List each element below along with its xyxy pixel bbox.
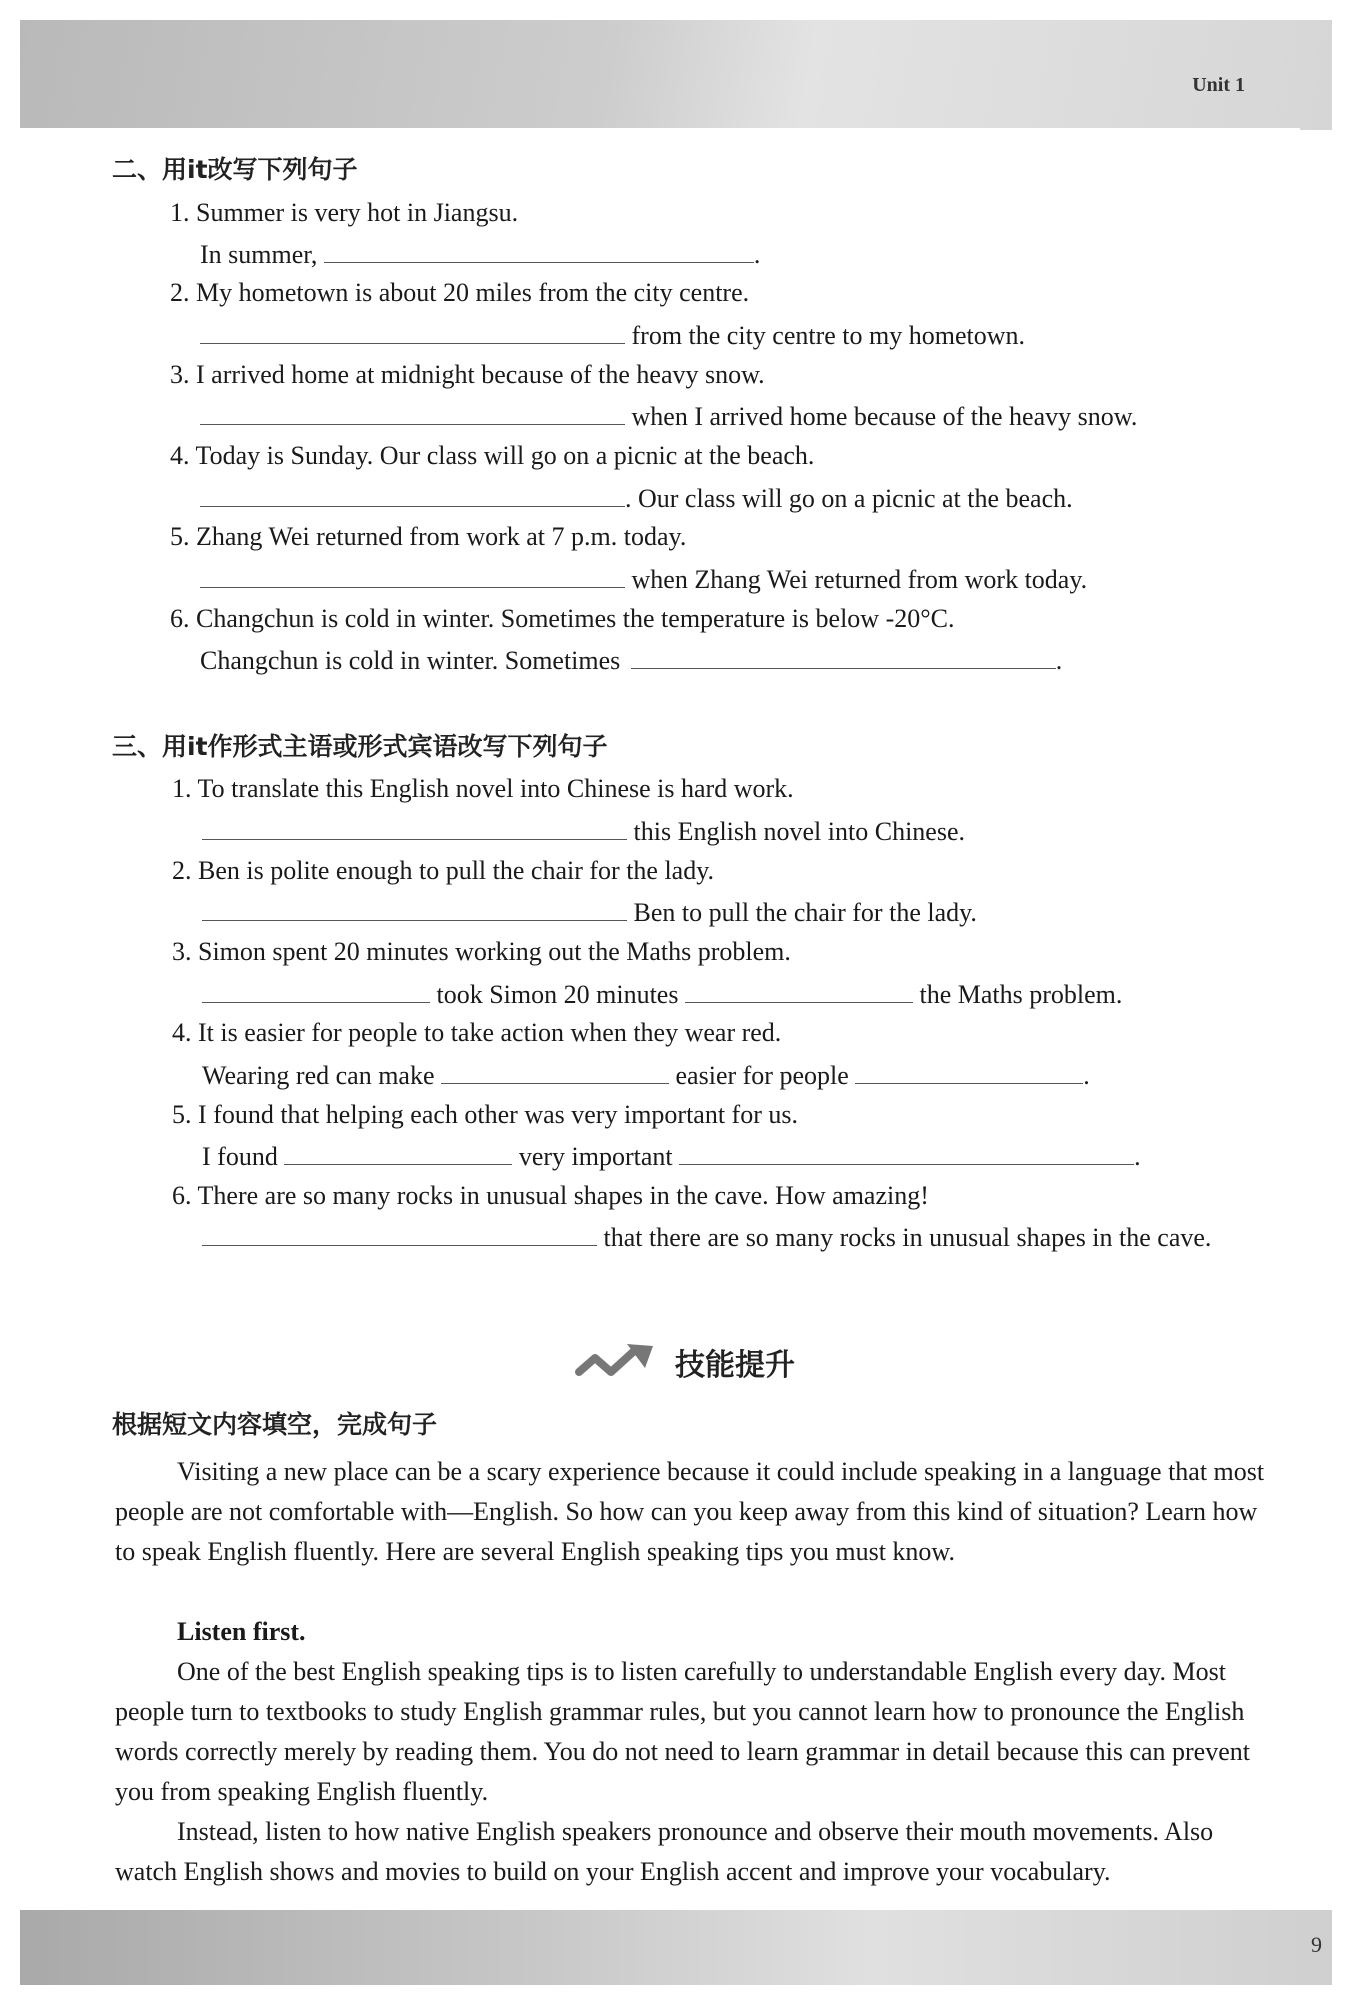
- s3-a3: [202, 976, 1122, 1012]
- page-number: 9: [1311, 1932, 1322, 1957]
- s2-a4: [200, 480, 1073, 516]
- s3-q1: 1. To translate this English novel into Chinese is hard work.: [172, 774, 794, 803]
- s3-a6-blank[interactable]: [202, 1219, 597, 1246]
- s2-q1: 1. Summer is very hot in Jiangsu.: [170, 198, 519, 227]
- s3-a3-mid: took Simon 20 minutes: [436, 980, 679, 1009]
- s2-a6-blank[interactable]: [631, 642, 1056, 669]
- s3-a5-mid: very important: [518, 1142, 673, 1171]
- s2-a1: [200, 236, 760, 272]
- s2-a2-blank[interactable]: [200, 317, 625, 344]
- s3-a1: [202, 813, 965, 849]
- s2-q5: 5. Zhang Wei returned from work at 7 p.m. today.: [170, 522, 687, 551]
- s3-q3: 3. Simon spent 20 minutes working out the Maths problem.: [172, 937, 791, 966]
- s2-a5-blank[interactable]: [200, 561, 625, 588]
- s3-a4-blank2[interactable]: [855, 1057, 1083, 1084]
- s3-q6: 6. There are so many rocks in unusual shapes in the cave. How amazing!: [172, 1181, 929, 1210]
- s2-a1-blank[interactable]: [324, 236, 754, 263]
- s3-a2-blank[interactable]: [202, 894, 627, 921]
- passage-paragraph-2: One of the best English speaking tips is to listen carefully to understandable English every day. Most people turn to textbooks to study English grammar rules, but you cannot learn how to pronounce the English words correctly merely by reading them. You do not need to learn grammar in detail because this can prevent you from speaking English fluently.: [115, 1657, 1250, 1806]
- s3-q5: 5. I found that helping each other was very important for us.: [172, 1100, 798, 1129]
- s2-a6: [200, 642, 1062, 678]
- s3-a6-post: that there are so many rocks in unusual shapes in the cave.: [603, 1223, 1212, 1252]
- s3-a5-blank1[interactable]: [284, 1138, 512, 1165]
- s2-a3-blank[interactable]: [200, 398, 625, 425]
- s3-a5-blank2[interactable]: [679, 1138, 1134, 1165]
- s2-a3-post: when I arrived home because of the heavy snow.: [631, 402, 1138, 431]
- s3-a1-post: this English novel into Chinese.: [633, 817, 965, 846]
- passage-paragraph-1: Visiting a new place can be a scary experience because it could include speaking in a language that most people are not comfortable with—English. So how can you keep away from this kind of situation? Learn how to speak English fluently. Here are several English speaking tips you must know.: [115, 1457, 1265, 1566]
- s2-a4-post: . Our class will go on a picnic at the beach.: [625, 484, 1073, 513]
- trend-arrow-icon: [575, 1342, 659, 1382]
- s2-a1-post: .: [753, 240, 761, 269]
- s2-a2-post: from the city centre to my hometown.: [631, 321, 1026, 350]
- section2-title: 二、用it改写下列句子: [112, 155, 358, 184]
- s3-a4-mid: easier for people: [675, 1061, 849, 1090]
- s2-a5-post: when Zhang Wei returned from work today.: [631, 565, 1088, 594]
- s3-a2-post: Ben to pull the chair for the lady.: [633, 898, 977, 927]
- s3-a3-blank2[interactable]: [685, 976, 913, 1003]
- s2-a6-pre: Changchun is cold in winter. Sometimes: [200, 646, 621, 675]
- s3-q4: 4. It is easier for people to take action when they wear red.: [172, 1018, 782, 1047]
- skills-task-title: 根据短文内容填空，完成句子: [112, 1410, 438, 1439]
- s3-a5-pre: I found: [202, 1142, 278, 1171]
- s2-q2: 2. My hometown is about 20 miles from the city centre.: [170, 278, 750, 307]
- s2-a1-pre: In summer,: [200, 240, 318, 269]
- unit-label: Unit 1: [1192, 74, 1245, 96]
- s3-a1-blank[interactable]: [202, 813, 627, 840]
- s3-a4-blank1[interactable]: [441, 1057, 669, 1084]
- footer-band: [20, 1910, 1332, 1985]
- s2-a6-post: .: [1055, 646, 1063, 675]
- s3-a5-post: .: [1134, 1142, 1141, 1171]
- s2-q4: 4. Today is Sunday. Our class will go on a picnic at the beach.: [170, 441, 815, 470]
- s2-a5: [200, 561, 1087, 597]
- s3-a2: [202, 894, 977, 930]
- s3-a5: [202, 1138, 1141, 1174]
- s3-a4-post: .: [1083, 1061, 1090, 1090]
- skills-banner-title: 技能提升: [675, 1348, 795, 1383]
- s2-a3: [200, 398, 1137, 434]
- s3-a4: [202, 1057, 1090, 1093]
- passage-subheading: Listen first.: [177, 1617, 306, 1646]
- section3-title: 三、用it作形式主语或形式宾语改写下列句子: [112, 732, 608, 761]
- s3-a6: [202, 1219, 1211, 1255]
- s3-q2: 2. Ben is polite enough to pull the chair for the lady.: [172, 856, 715, 885]
- s2-a2: [200, 317, 1025, 353]
- s3-a3-blank1[interactable]: [202, 976, 430, 1003]
- header-band: [20, 20, 1332, 130]
- skills-banner: [575, 1340, 795, 1384]
- passage-paragraph-3: Instead, listen to how native English speakers pronounce and observe their mouth movements. Also watch English shows and movies to build on your English accent and improve your vocabulary.: [115, 1817, 1214, 1886]
- s2-q3: 3. I arrived home at midnight because of the heavy snow.: [170, 360, 765, 389]
- s2-a4-blank[interactable]: [200, 480, 625, 507]
- s3-a4-pre: Wearing red can make: [202, 1061, 435, 1090]
- s3-a3-post: the Maths problem.: [919, 980, 1123, 1009]
- s2-q6: 6. Changchun is cold in winter. Sometimes the temperature is below -20°C.: [170, 604, 955, 633]
